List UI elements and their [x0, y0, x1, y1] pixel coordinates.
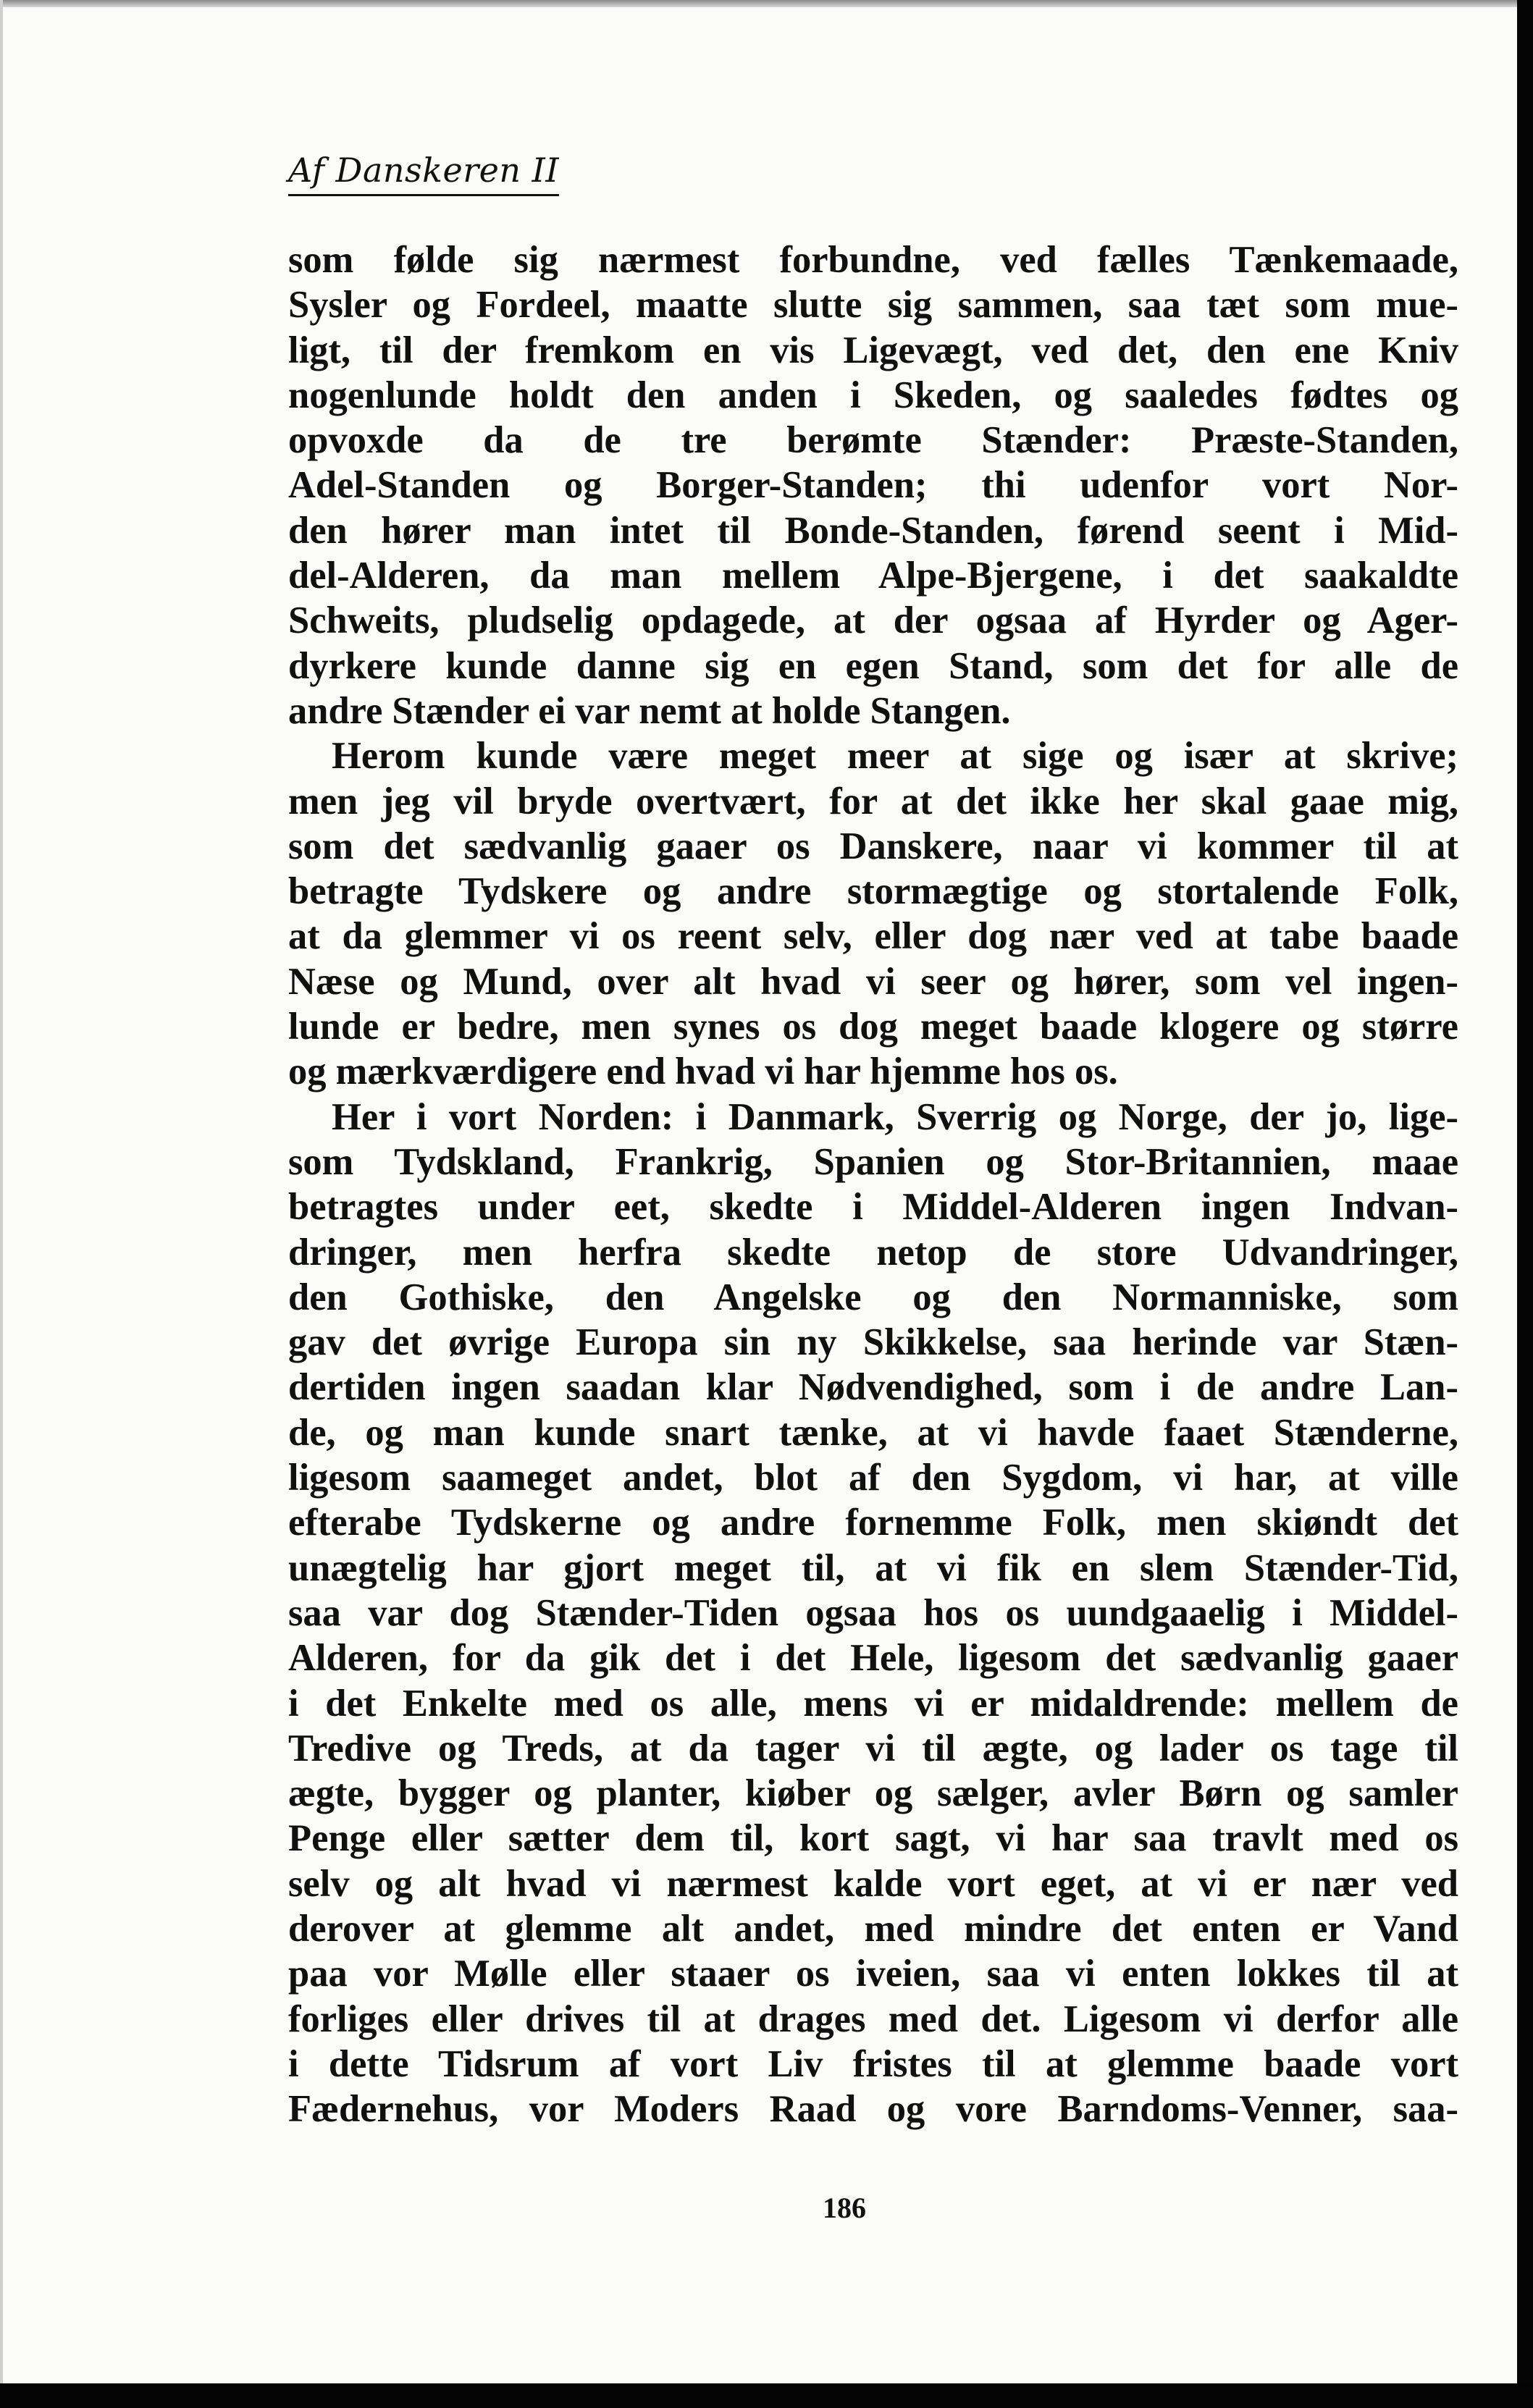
- text-line: dertiden ingen saadan klar Nødvendighed, som i de andre Lan-: [288, 1366, 1458, 1409]
- text-line: paa vor Mølle eller staaer os iveien, saa vi enten lokkes til at: [288, 1953, 1458, 1995]
- text-line: derover at glemme alt andet, med mindre det enten er Vand: [288, 1907, 1458, 1950]
- text-line: lunde er bedre, men synes os dog meget baade klogere og større: [288, 1006, 1458, 1048]
- scan-edge-right: [1517, 0, 1533, 2408]
- text-line: i det Enkelte med os alle, mens vi er midaldrende: mellem de: [288, 1682, 1458, 1725]
- text-line: betragte Tydskere og andre stormægtige og stortalende Folk,: [288, 870, 1458, 913]
- text-line: forliges eller drives til at drages med det. Ligesom vi derfor alle: [288, 1997, 1458, 2040]
- text-line: dyrkere kunde danne sig en egen Stand, som det for alle de: [288, 644, 1458, 687]
- scan-edge-top: [0, 0, 1533, 7]
- text-line: nogenlunde holdt den anden i Skeden, og saaledes fødtes og: [288, 374, 1458, 416]
- text-line: Schweits, pludselig opdagede, at der ogsaa af Hyrder og Ager-: [288, 599, 1458, 642]
- text-line: Sysler og Fordeel, maatte slutte sig sammen, saa tæt som mue-: [288, 284, 1458, 327]
- running-head: Af Danskeren II: [288, 151, 559, 196]
- text-line: Penge eller sætter dem til, kort sagt, vi har saa travlt med os: [288, 1817, 1458, 1860]
- text-line: Fædernehus, vor Moders Raad og vore Barndoms-Venner, saa-: [288, 2088, 1458, 2131]
- text-line: som Tydskland, Frankrig, Spanien og Stor-Britannien, maae: [288, 1140, 1458, 1183]
- text-line: i dette Tidsrum af vort Liv fristes til at glemme baade vort: [288, 2042, 1458, 2085]
- text-line: Alderen, for da gik det i det Hele, ligesom det sædvanlig gaaer: [288, 1637, 1458, 1680]
- text-line: men jeg vil bryde overtvært, for at det ikke her skal gaae mig,: [288, 780, 1458, 822]
- text-line: betragtes under eet, skedte i Middel-Alderen ingen Indvan-: [288, 1186, 1458, 1229]
- text-line: dringer, men herfra skedte netop de store Udvandringer,: [288, 1231, 1458, 1274]
- text-line: Her i vort Norden: i Danmark, Sverrig og Norge, der jo, lige-: [332, 1095, 1458, 1138]
- text-line: andre Stænder ei var nemt at holde Stangen.: [288, 689, 1011, 732]
- text-line: opvoxde da de tre berømte Stænder: Præste-Standen,: [288, 419, 1458, 462]
- text-line: Adel-Standen og Borger-Standen; thi udenfor vort Nor-: [288, 464, 1458, 507]
- text-line: og mærkværdigere end hvad vi har hjemme hos os.: [288, 1051, 1118, 1093]
- text-line: den Gothiske, den Angelske og den Normanniske, som: [288, 1276, 1458, 1318]
- text-line: Næse og Mund, over alt hvad vi seer og hører, som vel ingen-: [288, 960, 1458, 1003]
- text-line: ligt, til der fremkom en vis Ligevægt, ved det, den ene Kniv: [288, 329, 1458, 371]
- text-line: saa var dog Stænder-Tiden ogsaa hos os uundgaaelig i Middel-: [288, 1591, 1458, 1634]
- text-line: den hører man intet til Bonde-Standen, førend seent i Mid-: [288, 509, 1458, 552]
- text-line: som følde sig nærmest forbundne, ved fælles Tænkemaade,: [288, 239, 1458, 281]
- text-line: de, og man kunde snart tænke, at vi havde faaet Stænderne,: [288, 1411, 1458, 1454]
- text-line: som det sædvanlig gaaer os Danskere, naar vi kommer til at: [288, 825, 1458, 867]
- text-line: selv og alt hvad vi nærmest kalde vort eget, at vi er nær ved: [288, 1862, 1458, 1905]
- text-line: ligesom saameget andet, blot af den Sygdom, vi har, at ville: [288, 1457, 1458, 1499]
- text-line: unægtelig har gjort meget til, at vi fik en slem Stænder-Tid,: [288, 1546, 1458, 1589]
- text-line: efterabe Tydskerne og andre fornemme Folk, men skiøndt det: [288, 1502, 1458, 1544]
- scan-edge-left: [0, 0, 3, 2408]
- page-number: 186: [823, 2192, 866, 2224]
- scan-edge-bottom: [0, 2383, 1533, 2408]
- body-text: [288, 237, 1458, 2131]
- text-line: gav det øvrige Europa sin ny Skikkelse, saa herinde var Stæn-: [288, 1321, 1458, 1364]
- text-line: ægte, bygger og planter, kiøber og sælger, avler Børn og samler: [288, 1772, 1458, 1815]
- text-line: at da glemmer vi os reent selv, eller dog nær ved at tabe baade: [288, 915, 1458, 958]
- text-line: Tredive og Treds, at da tager vi til ægte, og lader os tage til: [288, 1727, 1458, 1769]
- text-line: Herom kunde være meget meer at sige og især at skrive;: [332, 735, 1458, 778]
- text-line: del-Alderen, da man mellem Alpe-Bjergene, i det saakaldte: [288, 555, 1458, 597]
